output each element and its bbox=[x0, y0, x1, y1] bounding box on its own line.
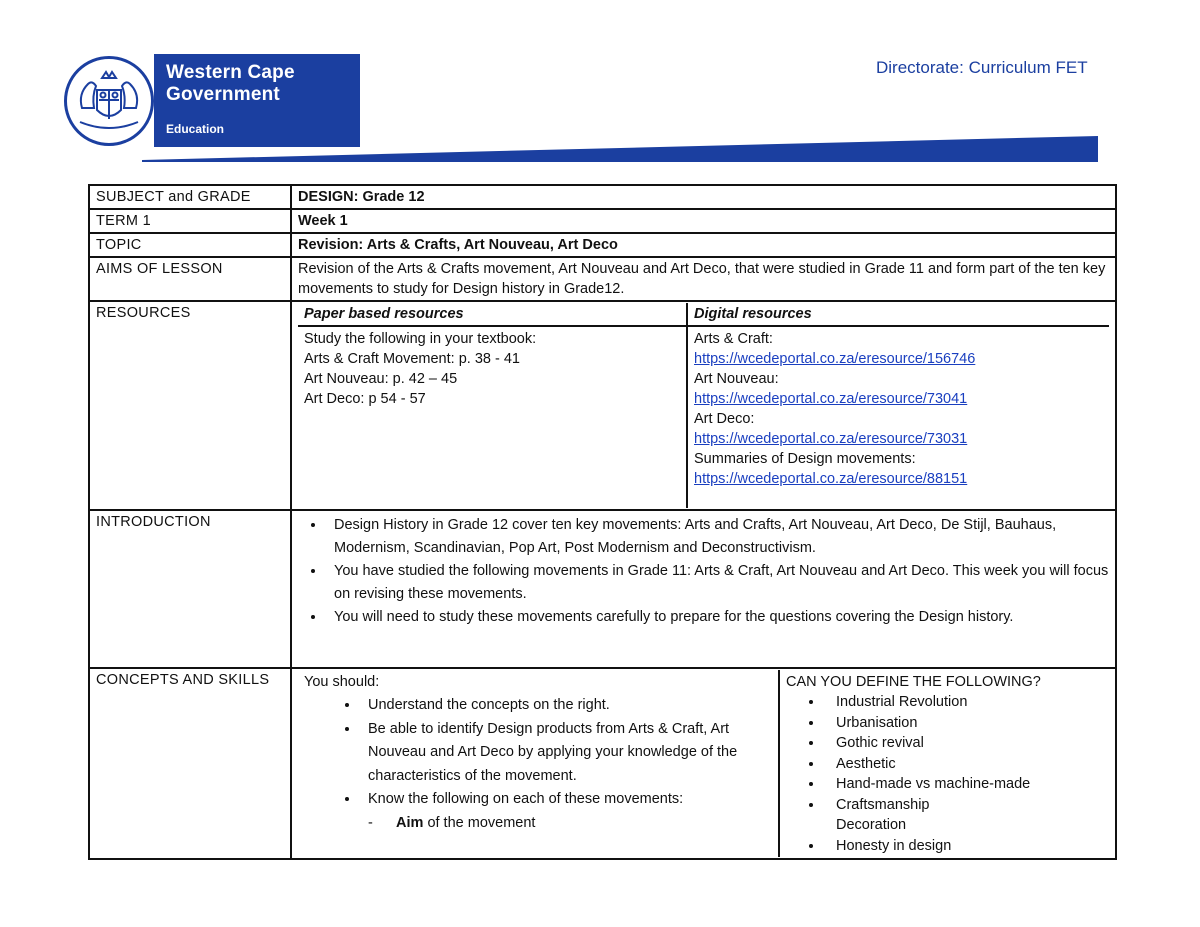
header-stripe bbox=[142, 136, 1098, 162]
paper-resources-list bbox=[298, 326, 687, 508]
digital-link[interactable]: https://wcedeportal.co.za/eresource/156746 bbox=[694, 351, 976, 367]
concepts-subtable bbox=[298, 670, 1109, 857]
directorate-title: Directorate: Curriculum FET bbox=[876, 58, 1088, 77]
introduction-label: INTRODUCTION bbox=[89, 510, 291, 668]
you-should-cell bbox=[298, 670, 779, 857]
term-value: Week 1 bbox=[291, 209, 1116, 233]
row-subject bbox=[89, 185, 1116, 209]
digital-resources-list bbox=[687, 326, 1109, 508]
list-item: • Craftsmanship bbox=[824, 795, 1103, 816]
row-introduction bbox=[89, 510, 1116, 668]
row-aims bbox=[89, 257, 1116, 301]
dash-item bbox=[360, 812, 772, 836]
resources-subtable bbox=[298, 303, 1109, 508]
you-should-heading: You should: bbox=[304, 674, 380, 690]
resources-cell bbox=[291, 301, 1116, 510]
paper-item: Art Deco: p 54 - 57 bbox=[304, 391, 426, 407]
digital-item-title: Arts & Craft: bbox=[694, 331, 773, 347]
define-heading: CAN YOU DEFINE THE FOLLOWING? bbox=[786, 674, 1041, 690]
dash-mark: - bbox=[368, 814, 373, 831]
list-item: • Urbanisation bbox=[824, 713, 1103, 734]
digital-link[interactable]: https://wcedeportal.co.za/eresource/73041 bbox=[694, 391, 968, 407]
list-item: • Honesty in design bbox=[824, 836, 1103, 857]
introduction-list bbox=[298, 514, 1109, 629]
list-item: • You will need to study these movements carefully to prepare for the questions covering the Design history. bbox=[326, 606, 1109, 629]
aims-label: AIMS OF LESSON bbox=[89, 257, 291, 301]
paper-item: Arts & Craft Movement: p. 38 - 41 bbox=[304, 351, 520, 367]
dash-rest: of the movement bbox=[427, 814, 536, 831]
aims-value: Revision of the Arts & Crafts movement, Art Nouveau and Art Deco, that were studied in Grade 11 and form part of the ten key movements to study for Design history in Grade12. bbox=[291, 257, 1116, 301]
digital-item-title: Art Nouveau: bbox=[694, 371, 779, 387]
concepts-label: CONCEPTS AND SKILLS bbox=[89, 668, 291, 859]
term-label: TERM 1 bbox=[89, 209, 291, 233]
list-item: • You have studied the following movements in Grade 11: Arts & Craft, Art Nouveau and Art Deco. This week you will focus on revising these movements. bbox=[326, 560, 1109, 606]
list-item: • Industrial Revolution bbox=[824, 692, 1103, 713]
list-item: • Hand-made vs machine-made bbox=[824, 774, 1103, 795]
list-item: • Be able to identify Design products from Arts & Craft, Art Nouveau and Art Deco by applying your knowledge of the characteristics of the movement. bbox=[360, 718, 772, 789]
digital-item-title: Art Deco: bbox=[694, 411, 755, 427]
list-item: Decoration bbox=[836, 817, 907, 833]
concepts-cell bbox=[291, 668, 1116, 859]
digital-resources-heading: Digital resources bbox=[687, 303, 1109, 326]
row-concepts bbox=[89, 668, 1116, 859]
row-resources bbox=[89, 301, 1116, 510]
topic-label: TOPIC bbox=[89, 233, 291, 257]
digital-item-title: Summaries of Design movements: bbox=[694, 451, 916, 467]
logo-box bbox=[154, 54, 360, 147]
list-item: • Design History in Grade 12 cover ten key movements: Arts and Crafts, Art Nouveau, Art Deco, De Stijl, Bauhaus, Modernism, Scandinavian, Pop Art, Post Modernism and Deconstructivism. bbox=[326, 514, 1109, 560]
list-item: • Gothic revival bbox=[824, 733, 1103, 754]
define-cell bbox=[779, 670, 1109, 857]
list-item: • Understand the concepts on the right. bbox=[360, 694, 772, 718]
list-item: • Know the following on each of these movements: bbox=[360, 788, 772, 812]
skills-list bbox=[304, 694, 772, 835]
resources-label: RESOURCES bbox=[89, 301, 291, 510]
wcg-logo bbox=[62, 54, 360, 148]
row-topic bbox=[89, 233, 1116, 257]
paper-resources-heading: Paper based resources bbox=[298, 303, 687, 326]
coat-of-arms-icon bbox=[70, 64, 148, 138]
introduction-cell bbox=[291, 510, 1116, 668]
dash-bold: Aim bbox=[396, 814, 424, 831]
digital-link[interactable]: https://wcedeportal.co.za/eresource/73031 bbox=[694, 431, 968, 447]
list-item: • Aesthetic bbox=[824, 754, 1103, 775]
logo-subtitle: Education bbox=[166, 122, 225, 136]
lesson-plan-table bbox=[88, 184, 1117, 860]
subject-label: SUBJECT and GRADE bbox=[89, 185, 291, 209]
paper-item: Study the following in your textbook: bbox=[304, 331, 537, 347]
topic-value: Revision: Arts & Crafts, Art Nouveau, Art Deco bbox=[291, 233, 1116, 257]
subject-value: DESIGN: Grade 12 bbox=[291, 185, 1116, 209]
digital-link[interactable]: https://wcedeportal.co.za/eresource/88151 bbox=[694, 471, 968, 487]
define-list bbox=[786, 692, 1103, 856]
paper-item: Art Nouveau: p. 42 – 45 bbox=[304, 371, 458, 387]
row-term bbox=[89, 209, 1116, 233]
logo-title: Western Cape Government bbox=[166, 62, 295, 105]
